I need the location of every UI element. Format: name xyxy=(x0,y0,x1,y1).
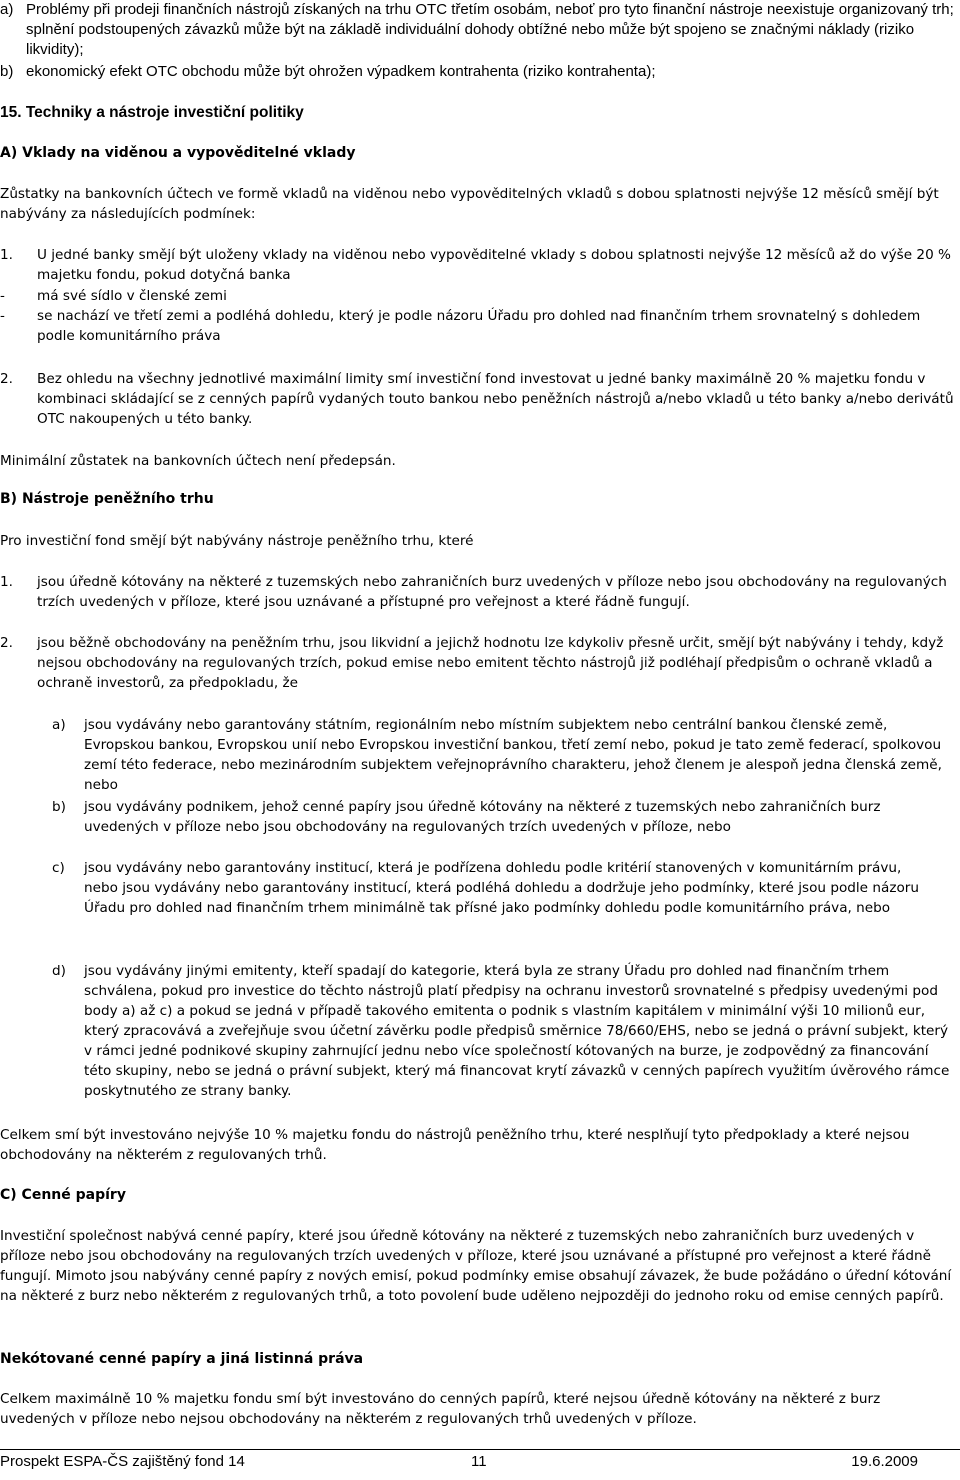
section-heading-b: B) Nástroje peněžního trhu xyxy=(0,491,214,507)
footer-page-number: 11 xyxy=(471,1453,487,1470)
section-heading-unlisted: Nekótované cenné papíry a jiná listinná práva xyxy=(0,1351,364,1367)
list-text: jsou vydávány nebo garantovány institucí, která je podřízena dohledu podle kritérií stanovených v komunitárním právu, nebo jsou vydávány nebo garantovány institucí, která podléhá dohledu a dodržuje jeho podmínky, které jsou podle názoru Úřadu pro dohled nad finančním trhem minimálně tak přísné jako podmínky dohledu podle komunitárního práva, nebo xyxy=(84,860,919,916)
section-b-subitem-b xyxy=(52,797,958,837)
list-item-risk-counterparty xyxy=(0,62,960,82)
section-b-subitem-c xyxy=(52,858,932,918)
section-a-item-1 xyxy=(0,245,958,285)
list-label: a) xyxy=(0,1,14,18)
dash-label: - xyxy=(0,308,5,324)
list-text: Bez ohledu na všechny jednotlivé maximální limity smí investiční fond investovat u jedné banky maximálně 20 % majetku fondu v kombinaci skládající se z cenných papírů vydaných touto bankou nebo peněžních nástrojů a/nebo vkladů u této banky a/nebo derivátů OTC nakoupených u této banky. xyxy=(37,371,954,427)
section-b-subitem-a xyxy=(52,715,958,795)
dash-text: se nachází ve třetí zemi a podléhá dohledu, který je podle názoru Úřadu pro dohled nad finančním trhem srovnatelný s dohledem podle komunitárního práva xyxy=(37,308,921,344)
section-b-intro: Pro investiční fond smějí být nabývány nástroje peněžního trhu, které xyxy=(0,533,474,549)
footer-title: Prospekt ESPA-ČS zajištěný fond 14 xyxy=(0,1453,245,1470)
list-label: d) xyxy=(52,963,66,979)
list-text: jsou vydávány podnikem, jehož cenné papíry jsou úředně kótovány na některé z tuzemských nebo zahraničních burz uvedených v příloze nebo jsou obchodovány na regulovaných trzích uvedených v příloze, nebo xyxy=(84,799,881,835)
list-label: c) xyxy=(52,860,65,876)
section-a-dash-2 xyxy=(0,306,940,346)
footer-rule xyxy=(0,1449,960,1450)
section-b-item-1 xyxy=(0,572,958,612)
list-text: jsou vydávány jinými emitenty, kteří spadají do kategorie, která byla ze strany Úřadu pro dohled nad finančním trhem schválena, pokud pro investice do těchto nástrojů platí předpisy na ochranu investorů srovnatelné s předpisy uvedenými pod body a) až c) a pokud se jedná v případě takového emitenta o podnik s vlastním kapitálem v minimální výši 10 milionů eur, který zpracovává a zveřejňuje svou účetní závěrku podle předpisů směrnice 78/660/EHS, nebo se jedná o právní subjekt, který v rámci jedné podnikové skupiny zahrnující jednu nebo více společností kótovaných na burze, je zodpovědný za financování této skupiny, nebo se jedná o právní subjekt, který má financovat krytí závazků v cenných papírech využitím úvěrového rámce poskytnutého ze strany banky. xyxy=(84,963,950,1099)
dash-label: - xyxy=(0,288,5,304)
footer-date: 19.6.2009 xyxy=(851,1453,918,1470)
section-a-item-2 xyxy=(0,369,958,429)
list-text: ekonomický efekt OTC obchodu může být ohrožen výpadkem kontrahenta (riziko kontrahenta); xyxy=(26,63,656,80)
list-text: U jedné banky smějí být uloženy vklady na viděnou nebo vypověditelné vklady s dobou splatnosti nejvýše 12 měsíců až do výše 20 % majetku fondu, pokud dotyčná banka xyxy=(37,247,951,283)
section-heading-a: A) Vklady na viděnou a vypověditelné vklady xyxy=(0,145,356,161)
dash-text: má své sídlo v členské zemi xyxy=(37,288,227,304)
list-label: 1. xyxy=(0,574,13,590)
list-label: a) xyxy=(52,717,66,733)
list-text: jsou vydávány nebo garantovány státním, regionálním nebo místním subjektem nebo centrální bankou členské země, Evropskou bankou, Evropskou unií nebo Evropskou investiční bankou, třetí zemí nebo, pokud je tato země federací, spolkovou zemí této federace, nebo mezinárodním subjektem veřejnoprávního charakteru, jehož členem je alespoň jedna členská země, nebo xyxy=(84,717,942,793)
list-text: Problémy při prodeji finančních nástrojů získaných na trhu OTC třetím osobám, neboť pro tyto finanční nástroje neexistuje organizovaný trh; splnění podstoupených závazků může být na základě individuální dohody obtížné nebo může být spojeno se značnými náklady (riziko likvidity); xyxy=(26,1,954,58)
list-label: 2. xyxy=(0,371,13,387)
list-text: jsou úředně kótovány na některé z tuzemských nebo zahraničních burz uvedených v příloze nebo jsou obchodovány na regulovaných trzích uvedených v příloze, které jsou uznávané a přístupné pro veřejnost a které řádně fungují. xyxy=(37,574,947,610)
list-label: 1. xyxy=(0,247,13,263)
section-c-text: Investiční společnost nabývá cenné papíry, které jsou úředně kótovány na některé z tuzemských nebo zahraničních burz uvedených v příloze nebo jsou obchodovány na regulovaných trzích uvedených v příloze, které jsou uznávané a přístupné pro veřejnost a které řádně fungují. Mimoto jsou nabývány cenné papíry z nových emisí, pokud podmínky emise obsahují závazek, že bude požádáno o úřední kótování na některé z burz nebo některém z regulovaných trhů, a toto povolení bude uděleno nejpozději do jednoho roku od emise cenných papírů. xyxy=(0,1228,952,1304)
section-b-subitem-d xyxy=(52,961,958,1101)
section-b-item-2 xyxy=(0,633,958,693)
section-unlisted-text: Celkem maximálně 10 % majetku fondu smí být investováno do cenných papírů, které nejsou úředně kótovány na některé z burz uvedených v příloze nebo nejsou obchodovány na některém z regulovaných trhů uvedených v příloze. xyxy=(0,1391,881,1427)
list-label: b) xyxy=(0,63,14,80)
list-item-risk-liquidity xyxy=(0,0,960,60)
section-a-min-balance: Minimální zůstatek na bankovních účtech není předepsán. xyxy=(0,453,396,469)
section-a-dash-1 xyxy=(0,286,958,306)
list-label: b) xyxy=(52,799,66,815)
section-heading-c: C) Cenné papíry xyxy=(0,1187,126,1203)
section-b-total: Celkem smí být investováno nejvýše 10 % majetku fondu do nástrojů peněžního trhu, které nesplňují tyto předpoklady a které nejsou obchodovány na některém z regulovaných trhů. xyxy=(0,1127,910,1163)
section-a-intro: Zůstatky na bankovních účtech ve formě vkladů na viděnou nebo vypověditelných vkladů s dobou splatnosti nejvýše 12 měsíců smějí být nabývány za následujících podmínek: xyxy=(0,186,939,222)
list-label: 2. xyxy=(0,635,13,651)
page-footer xyxy=(0,1452,960,1474)
list-text: jsou běžně obchodovány na peněžním trhu, jsou likvidní a jejichž hodnotu lze kdykoliv přesně určit, smějí být nabývány i tehdy, když nejsou obchodovány na regulovaných trzích, pokud emise nebo emitent těchto nástrojů již podléhají předpisům o ochraně vkladů a ochraně investorů, za předpokladu, že xyxy=(37,635,944,691)
section-heading-15: 15. Techniky a nástroje investiční politiky xyxy=(0,104,304,121)
